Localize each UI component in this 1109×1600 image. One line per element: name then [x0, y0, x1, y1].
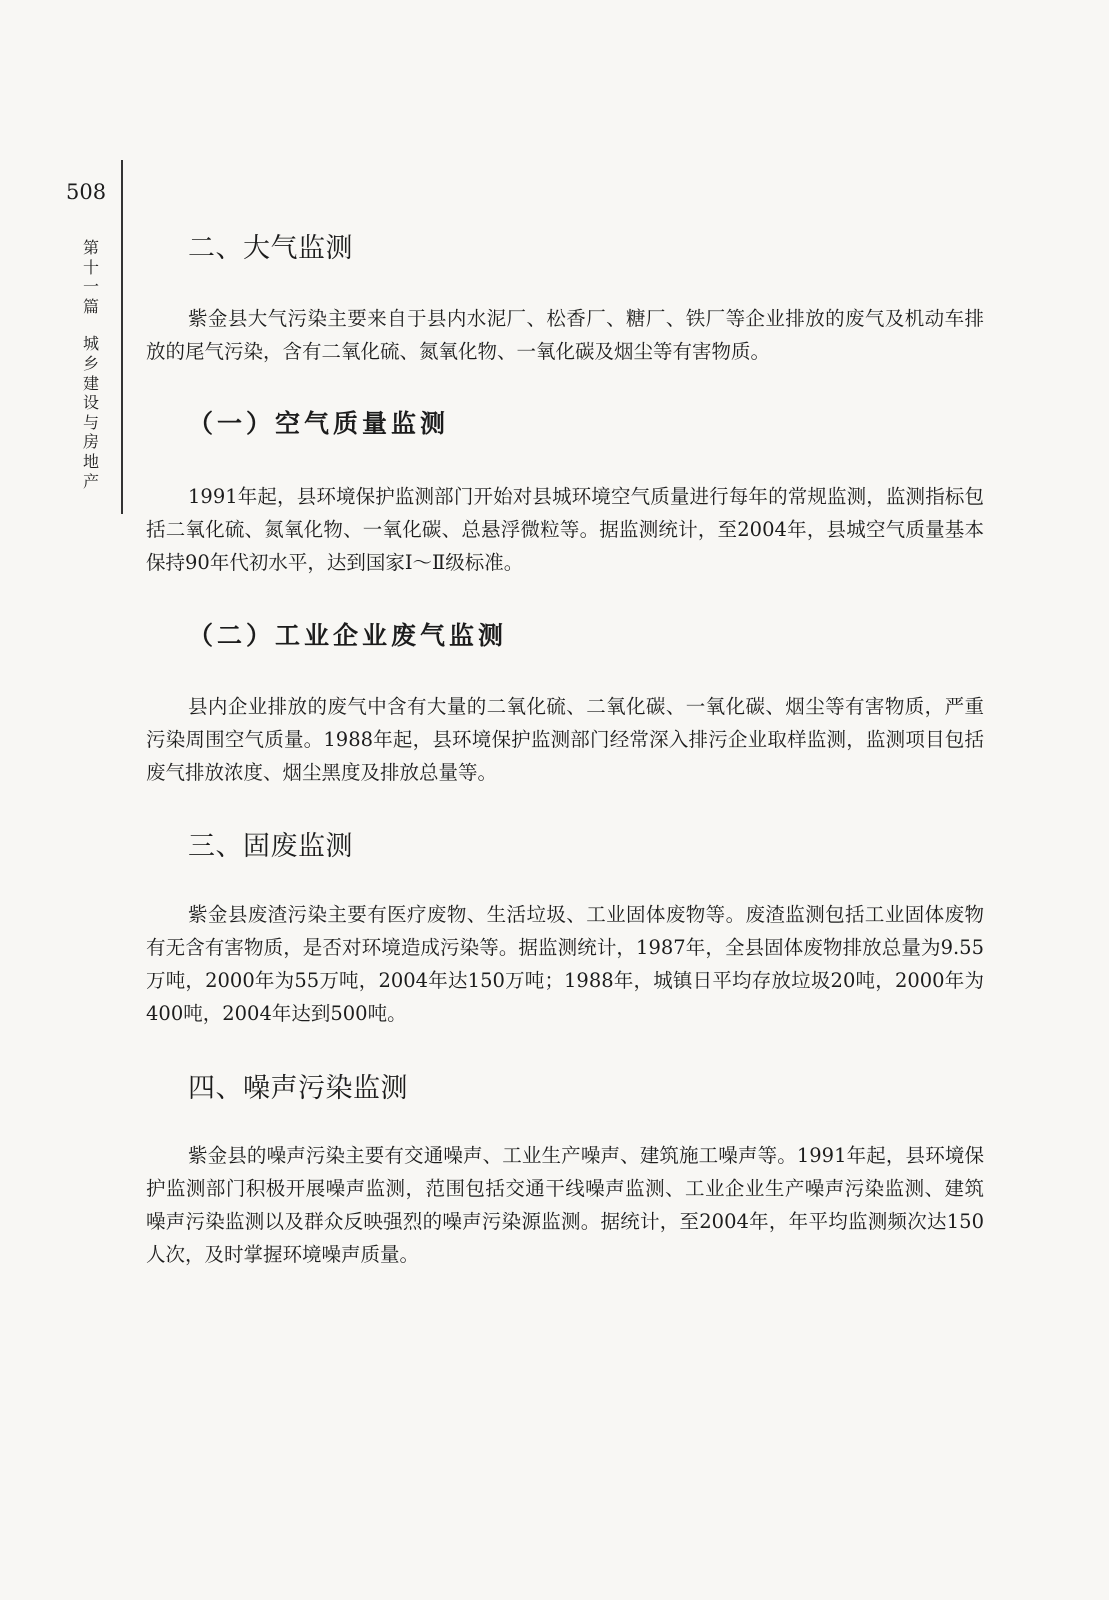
section-heading-atmosphere: 二、大气监测 — [188, 233, 353, 264]
paragraph-industrial-exhaust: 县内企业排放的废气中含有大量的二氧化硫、二氧化碳、一氧化碳、烟尘等有害物质，严重污染周围空气质量。1988年起，县环境保护监测部门经常深入排污企业取样监测，监测项目包括废气排放浓度、烟尘黑度及排放总量等。 — [146, 695, 984, 784]
running-head-char: 地 — [82, 451, 99, 471]
running-head-char: 一 — [82, 277, 99, 297]
section-heading-solid-waste: 三、固废监测 — [188, 831, 353, 862]
paragraph-atmosphere-intro: 紫金县大气污染主要来自于县内水泥厂、松香厂、糖厂、铁厂等企业排放的废气及机动车排放的尾气污染，含有二氧化硫、氮氧化物、一氧化碳及烟尘等有害物质。 — [146, 307, 984, 363]
paragraph-noise: 紫金县的噪声污染主要有交通噪声、工业生产噪声、建筑施工噪声等。1991年起，县环境保护监测部门积极开展噪声监测，范围包括交通干线噪声监测、工业企业生产噪声污染监测、建筑噪声污染监测以及群众反映强烈的噪声污染源监测。据统计，至2004年，年平均监测频次达150人次，及时掌握环境噪声质量。 — [146, 1144, 984, 1266]
running-head-char: 与 — [82, 412, 99, 432]
margin-rule — [121, 160, 123, 514]
running-head-char: 乡 — [82, 353, 99, 373]
running-head-char: 产 — [82, 471, 99, 491]
running-head-gap — [80, 316, 102, 334]
paragraph-air-quality: 1991年起，县环境保护监测部门开始对县城环境空气质量进行每年的常规监测，监测指标包括二氧化硫、氮氧化物、一氧化碳、总悬浮微粒等。据监测统计，至2004年，县城空气质量基本保持90年代初水平，达到国家Ⅰ～Ⅱ级标准。 — [146, 485, 984, 574]
running-head-char: 第 — [82, 238, 99, 257]
running-head-char: 十 — [82, 257, 99, 277]
running-head-char: 建 — [82, 373, 99, 393]
paragraph-solid-waste: 紫金县废渣污染主要有医疗废物、生活垃圾、工业固体废物等。废渣监测包括工业固体废物有无含有害物质，是否对环境造成污染等。据监测统计，1987年，全县固体废物排放总量为9.55万吨，2000年为55万吨，2004年达150万吨；1988年，城镇日平均存放垃圾20吨，2000年为400吨，2004年达到500吨。 — [146, 903, 984, 1025]
running-head-char: 设 — [82, 393, 99, 413]
running-head-char: 房 — [82, 432, 99, 452]
page-number: 508 — [66, 180, 107, 204]
running-head-char: 篇 — [82, 296, 99, 316]
section-heading-noise: 四、噪声污染监测 — [188, 1073, 408, 1104]
running-head — [80, 238, 102, 491]
subsection-heading-industrial-exhaust: （二）工业企业废气监测 — [188, 621, 508, 650]
subsection-heading-air-quality: （一）空气质量监测 — [188, 409, 450, 438]
running-head-char: 城 — [82, 334, 99, 354]
